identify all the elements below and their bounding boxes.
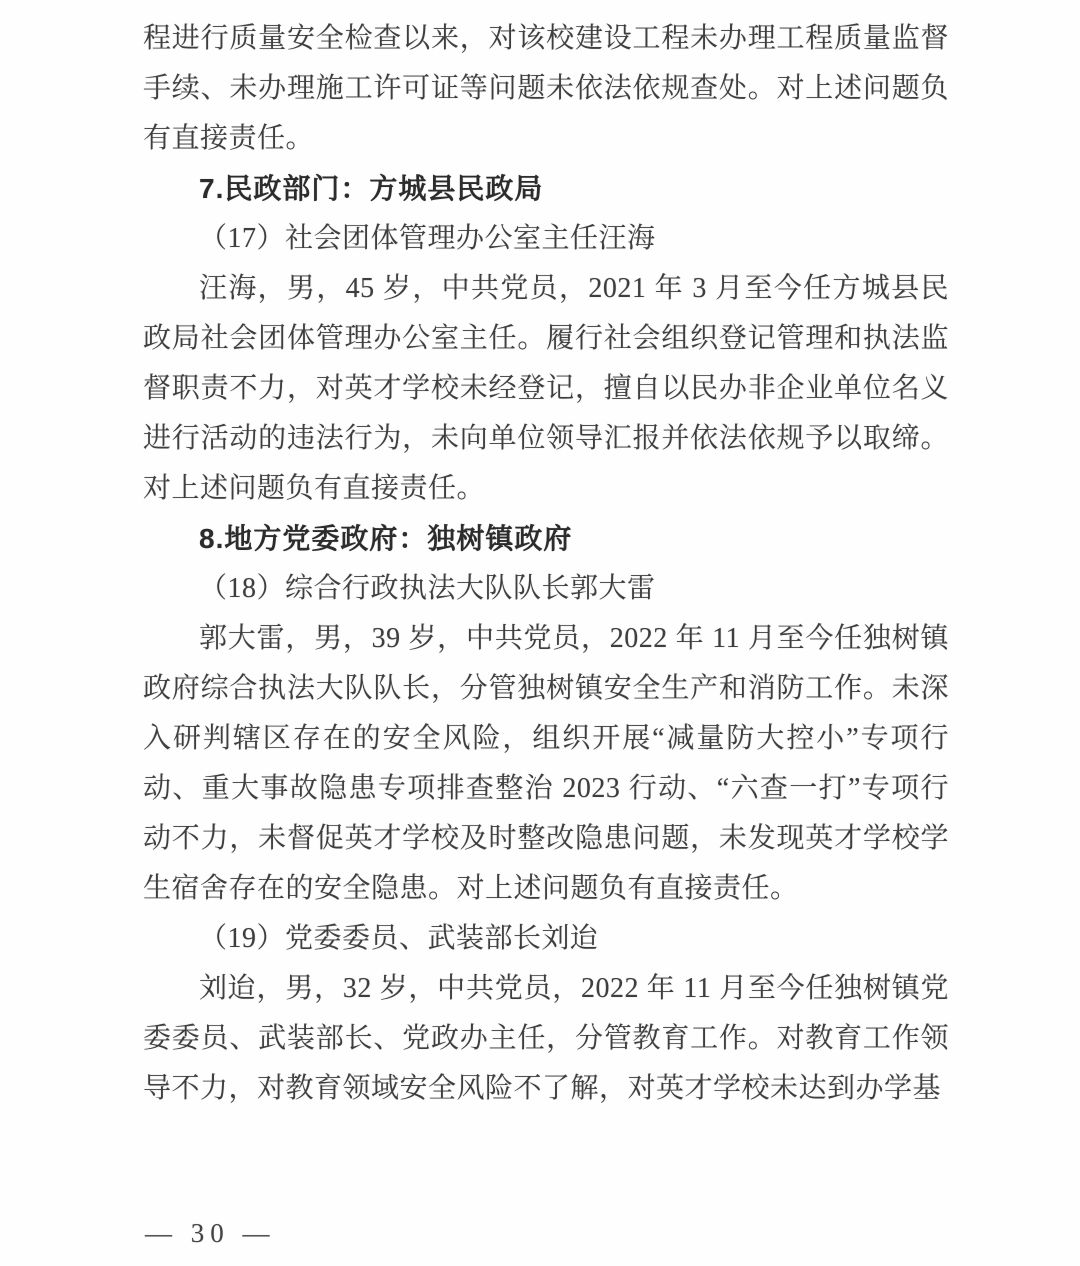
section-heading-7: 7.民政部门：方城县民政局 bbox=[199, 173, 544, 204]
paragraph-continuation: 程进行质量安全检查以来，对该校建设工程未办理工程质量监督手续、未办理施工许可证等问题未依法依规查处。对上述问题负有直接责任。 bbox=[143, 23, 949, 154]
section-heading-8: 8.地方党委政府：独树镇政府 bbox=[199, 523, 573, 554]
paragraph-official-17: 汪海，男，45 岁，中共党员，2021 年 3 月至今任方城县民政局社会团体管理办公室主任。履行社会组织登记管理和执法监督职责不力，对英才学校未经登记，擅自以民办非企业单位名义进行活动的违法行为，未向单位领导汇报并依法依规予以取缔。对上述问题负有直接责任。 bbox=[143, 273, 949, 504]
sub-heading-18: （18）综合行政执法大队队长郭大雷 bbox=[199, 573, 656, 604]
page-number: — 30 — bbox=[145, 1218, 276, 1248]
document-text-block bbox=[143, 14, 949, 1114]
paragraph-official-19: 刘迨，男，32 岁，中共党员，2022 年 11 月至今任独树镇党委委员、武装部长、党政办主任，分管教育工作。对教育工作领导不力，对教育领域安全风险不了解，对英才学校未达到办学基 bbox=[143, 973, 949, 1104]
sub-heading-17: （17）社会团体管理办公室主任汪海 bbox=[199, 223, 656, 254]
sub-heading-19: （19）党委委员、武装部长刘迨 bbox=[199, 923, 599, 954]
paragraph-official-18: 郭大雷，男，39 岁，中共党员，2022 年 11 月至今任独树镇政府综合执法大队队长，分管独树镇安全生产和消防工作。未深入研判辖区存在的安全风险，组织开展“减量防大控小”专项行动、重大事故隐患专项排查整治 2023 行动、“六查一打”专项行动不力，未督促英才学校及时整改隐患问题，未发现英才学校学生宿舍存在的安全隐患。对上述问题负有直接责任。 bbox=[143, 623, 949, 904]
